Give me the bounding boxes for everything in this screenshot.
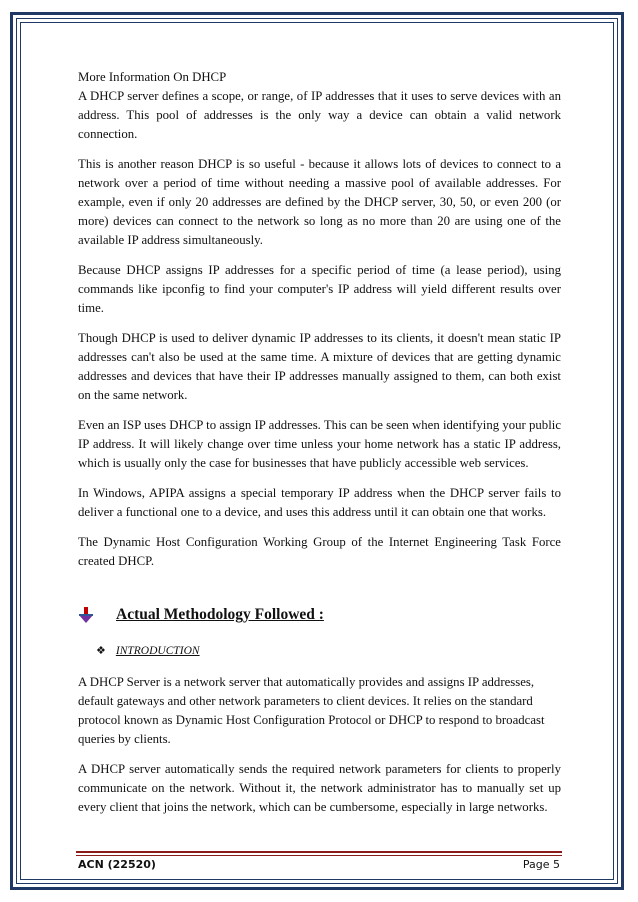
paragraph: In Windows, APIPA assigns a special temporary IP address when the DHCP server fails to deliver a functional one to a device, and uses this address until it can obtain one that works. <box>78 486 561 519</box>
paragraph: A DHCP server defines a scope, or range, of IP addresses that it uses to serve devices with an address. This pool of addresses is the only way a device can obtain a valid network connection. <box>78 89 561 141</box>
subsection-label: INTRODUCTION <box>115 645 200 657</box>
page-content <box>78 68 561 828</box>
paragraph: Because DHCP assigns IP addresses for a specific period of time (a lease period), using commands like ipconfig to find your computer's IP address will yield different results over time. <box>78 263 561 315</box>
paragraph: The Dynamic Host Configuration Working Group of the Internet Engineering Task Force created DHCP. <box>78 535 561 568</box>
section-title: Actual Methodology Followed : <box>116 606 324 623</box>
footer-rule <box>76 851 562 853</box>
section-heading <box>78 605 561 624</box>
paragraph: This is another reason DHCP is so useful - because it allows lots of devices to connect to a network over a period of time without needing a massive pool of available addresses. For example, even if only 20 addresses are defined by the DHCP server, 30, 50, or even 200 (or more) devices can connect to the network so long as no more than 20 are using one of the available IP address simultaneously. <box>78 157 561 247</box>
paragraph: Even an ISP uses DHCP to assign IP addresses. This can be seen when identifying your public IP address. It will likely change over time unless your home network has a static IP address, which is usually only the case for businesses that have publicly accessible web services. <box>78 418 561 470</box>
diamond-bullet-icon: ❖ <box>96 645 106 657</box>
subsection-heading <box>96 642 561 661</box>
subheading-more-info: More Information On DHCP <box>78 70 227 84</box>
footer-page-number: Page 5 <box>522 858 560 871</box>
footer-course-code: ACN (22520) <box>78 858 156 871</box>
paragraph: Though DHCP is used to deliver dynamic IP addresses to its clients, it doesn't mean static IP addresses can't also be used at the same time. A mixture of devices that are getting dynamic addresses and devices that have their IP addresses manually assigned to them, can both exist on the same network. <box>78 331 561 402</box>
paragraph: A DHCP Server is a network server that automatically provides and assigns IP addresses, default gateways and other network parameters to client devices. It relies on the standard protocol known as Dynamic Host Configuration Protocol or DHCP to respond to broadcast queries by clients. <box>78 675 545 746</box>
paragraph: A DHCP server automatically sends the required network parameters for clients to properly communicate on the network. Without it, the network administrator has to manually set up every client that joins the network, which can be cumbersome, especially in large networks. <box>78 762 561 814</box>
arrow-down-icon <box>78 607 94 623</box>
footer-rule-thin <box>76 855 562 856</box>
